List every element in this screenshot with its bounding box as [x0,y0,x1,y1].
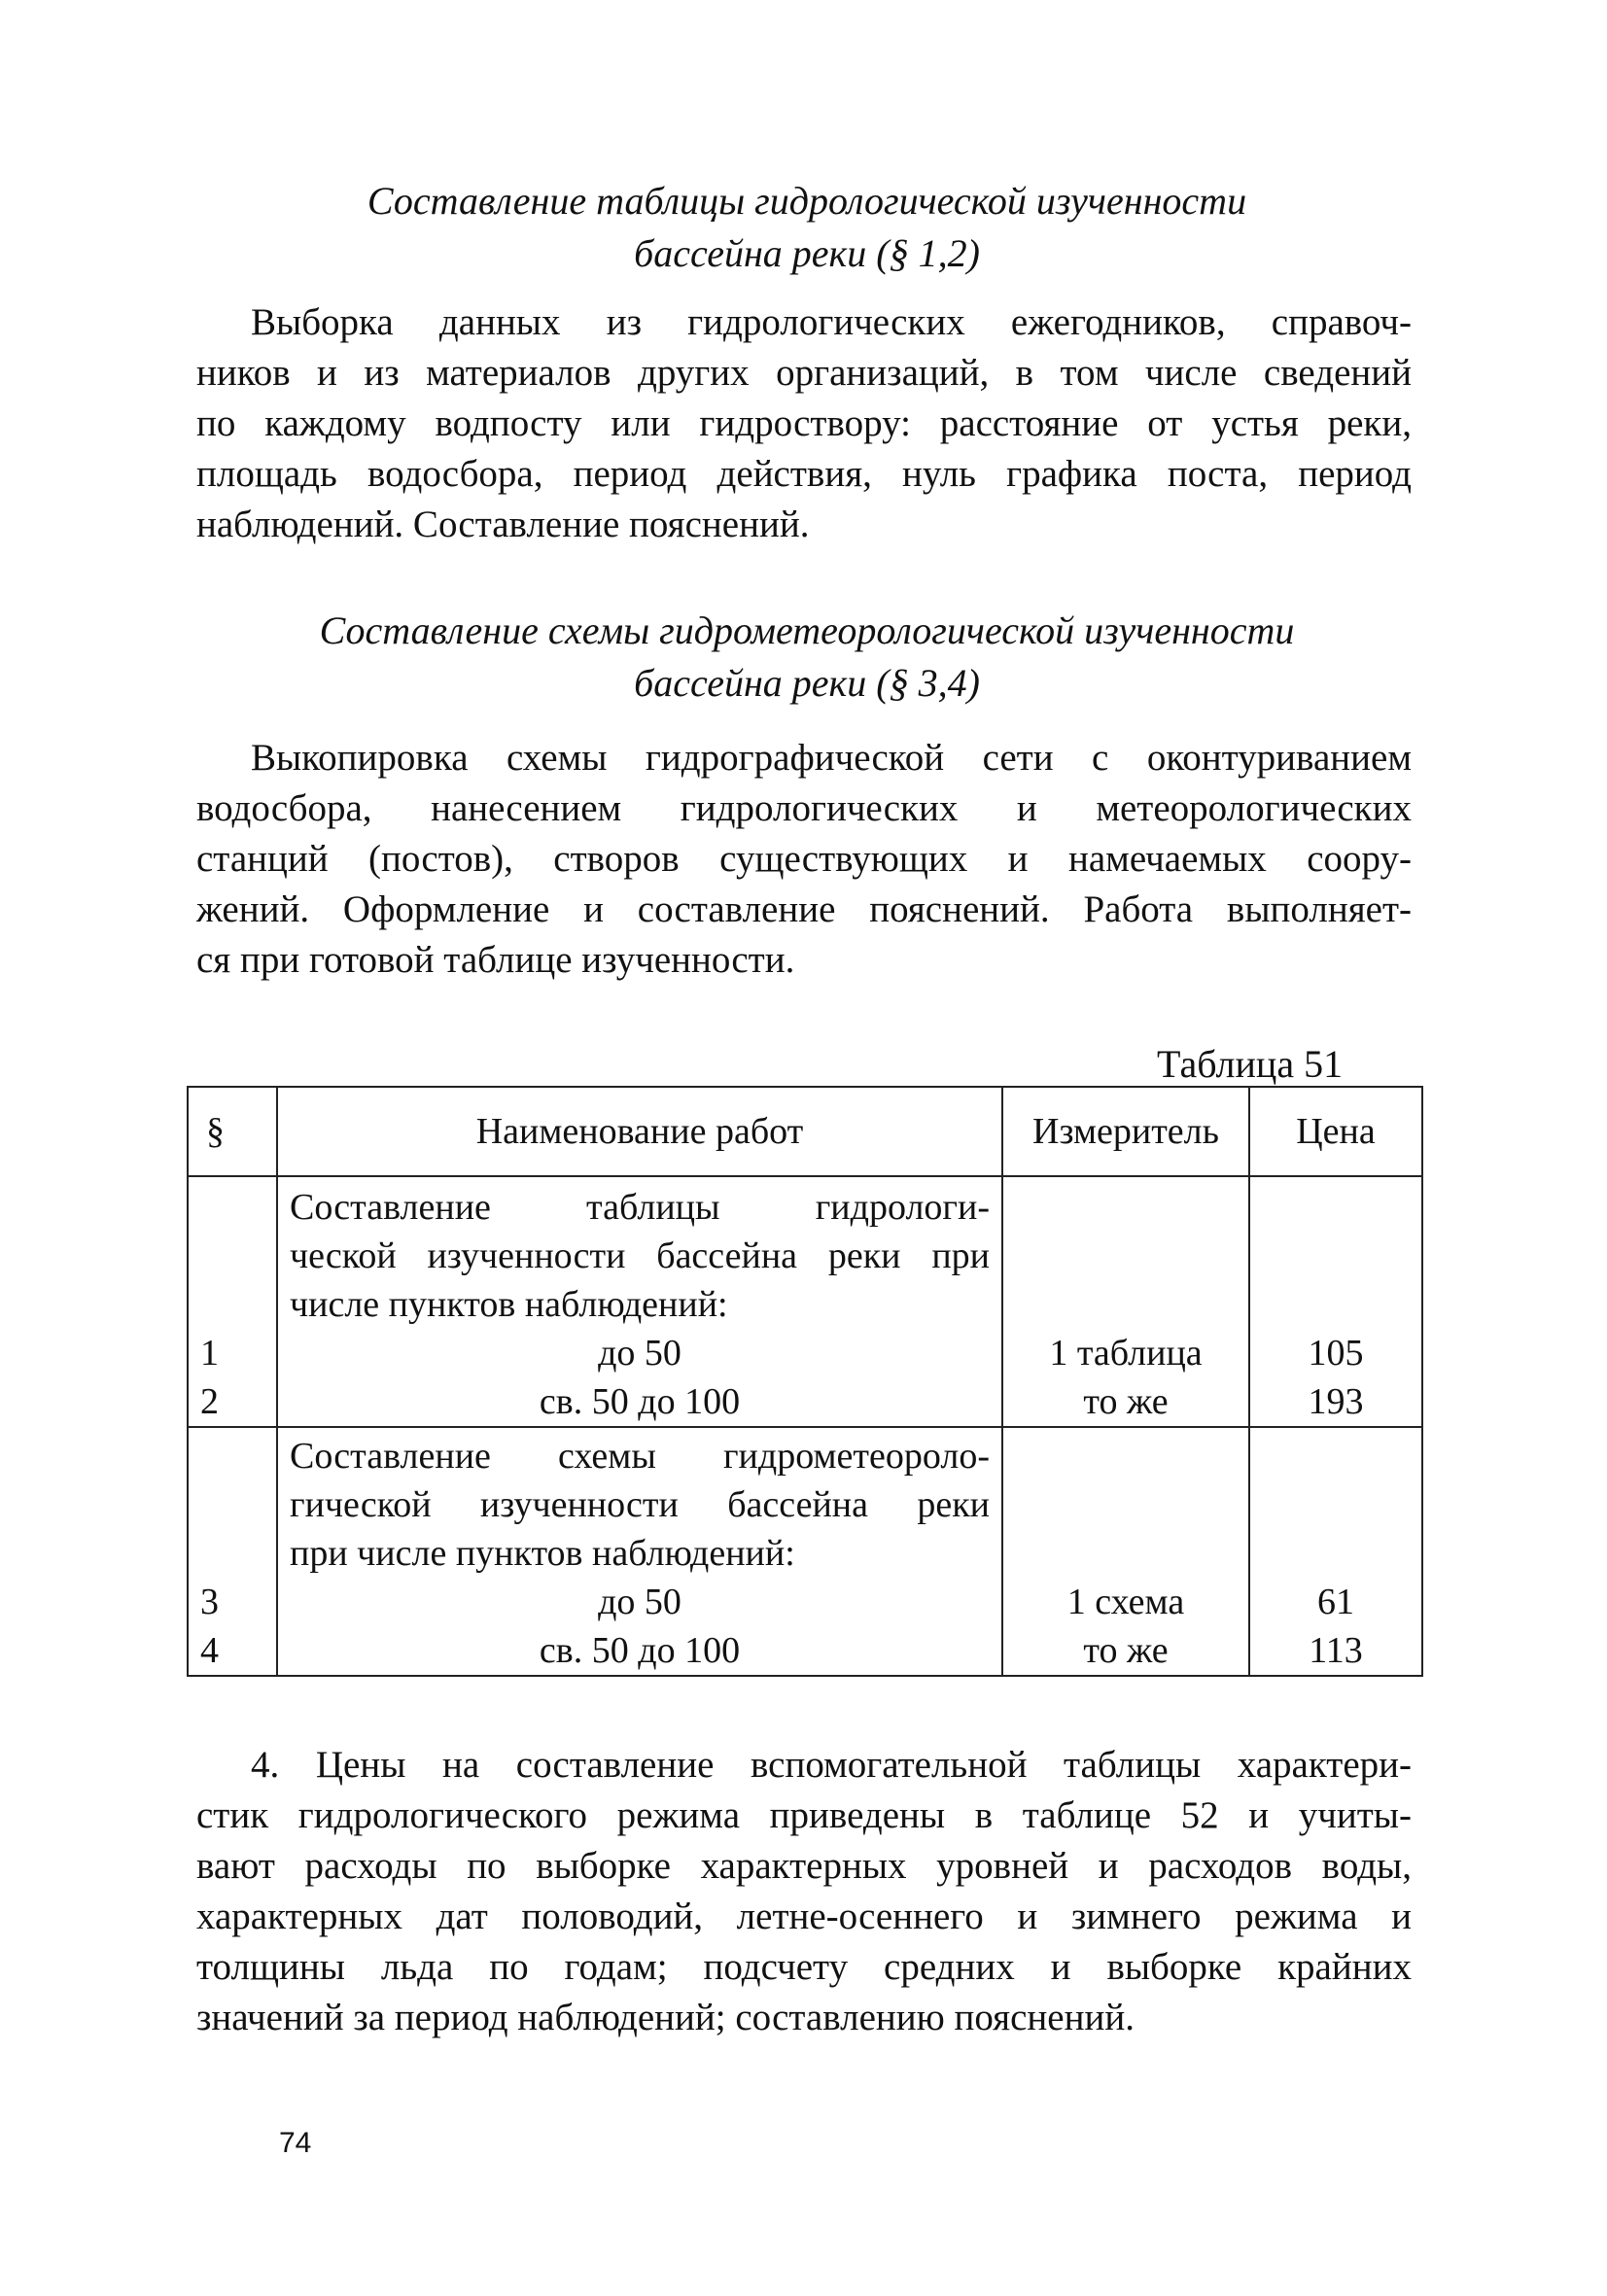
row-section: 2 [188,1377,277,1427]
empty-cell [1002,1427,1249,1578]
paragraph-line: толщины льда по годам; подсчету средних и выборке крайних [196,1946,1412,1988]
paragraph-line: станций (постов), створов существующих и намечаемых соору- [196,838,1412,880]
row-unit: 1 схема [1002,1578,1249,1626]
paragraph-line: Выкопировка схемы гидрографической сети с оконтуриванием [251,737,1412,779]
row-section: 3 [188,1578,277,1626]
section1-heading-line1: Составление таблицы гидрологической изученности [367,179,1247,223]
description-line: гической изученности бассейна реки [290,1484,990,1525]
table-row [188,1626,1422,1676]
table-header-row [188,1087,1422,1176]
group-description [277,1427,1002,1578]
table-group-description-row [188,1427,1422,1578]
paragraph-line: вают расходы по выборке характерных уровней и расходов воды, [196,1845,1412,1887]
header-unit: Измеритель [1002,1087,1249,1176]
paragraph-line: площадь водосбора, период действия, нуль графика поста, период [196,453,1412,495]
section1-paragraph [196,297,1412,550]
paragraph-line: Выборка данных из гидрологических ежегодников, справоч- [251,301,1412,343]
table-row [188,1578,1422,1626]
section1-heading [194,175,1419,280]
page-number: 74 [279,2127,312,2159]
paragraph-line: водосбора, нанесением гидрологических и метеорологических [196,787,1412,829]
description-line: Составление таблицы гидрологи- [290,1187,990,1228]
row-name: св. 50 до 100 [277,1377,1002,1427]
row-section: 1 [188,1329,277,1377]
section4-paragraph [196,1740,1412,2043]
header-price: Цена [1249,1087,1422,1176]
header-section: § [188,1087,277,1176]
table-caption: Таблица 51 [1157,1042,1344,1086]
empty-cell [188,1427,277,1578]
paragraph-line: жений. Оформление и составление пояснений. Работа выполняет- [196,888,1412,930]
empty-cell [1249,1427,1422,1578]
paragraph-line: стик гидрологического режима приведены в таблице 52 и учиты- [196,1794,1412,1836]
empty-cell [1002,1176,1249,1329]
row-price: 193 [1249,1377,1422,1427]
section2-heading [194,605,1419,710]
paragraph-line: по каждому водпосту или гидроствору: расстояние от устья реки, [196,402,1412,444]
row-name: до 50 [277,1329,1002,1377]
table-row [188,1377,1422,1427]
row-price: 113 [1249,1626,1422,1676]
paragraph-line: значений за период наблюдений; составлению пояснений. [196,1997,1135,2038]
paragraph-line: ников и из материалов других организаций, в том числе сведений [196,352,1412,394]
section1-heading-line2: бассейна реки (§ 1,2) [634,231,980,275]
section2-heading-line1: Составление схемы гидрометеорологической изученности [319,609,1295,652]
row-unit: 1 таблица [1002,1329,1249,1377]
table-row [188,1329,1422,1377]
description-line: ческой изученности бассейна реки при [290,1235,990,1276]
section2-heading-line2: бассейна реки (§ 3,4) [634,661,980,705]
row-price: 105 [1249,1329,1422,1377]
description-line: числе пунктов наблюдений: [290,1284,728,1325]
row-name: до 50 [277,1578,1002,1626]
header-name: Наименование работ [277,1087,1002,1176]
section2-paragraph [196,733,1412,986]
description-line: Составление схемы гидрометеороло- [290,1436,990,1477]
row-name: св. 50 до 100 [277,1626,1002,1676]
paragraph-line: характерных дат половодий, летне-осеннего и зимнего режима и [196,1896,1412,1937]
table-group-description-row [188,1176,1422,1329]
paragraph-line: ся при готовой таблице изученности. [196,939,795,981]
works-table [187,1086,1423,1677]
group-description [277,1176,1002,1329]
empty-cell [188,1176,277,1329]
row-unit: то же [1002,1377,1249,1427]
row-section: 4 [188,1626,277,1676]
paragraph-line: наблюдений. Составление пояснений. [196,504,810,545]
row-price: 61 [1249,1578,1422,1626]
row-unit: то же [1002,1626,1249,1676]
paragraph-line: 4. Цены на составление вспомогательной таблицы характери- [251,1744,1412,1786]
empty-cell [1249,1176,1422,1329]
description-line: при числе пунктов наблюдений: [290,1533,795,1574]
